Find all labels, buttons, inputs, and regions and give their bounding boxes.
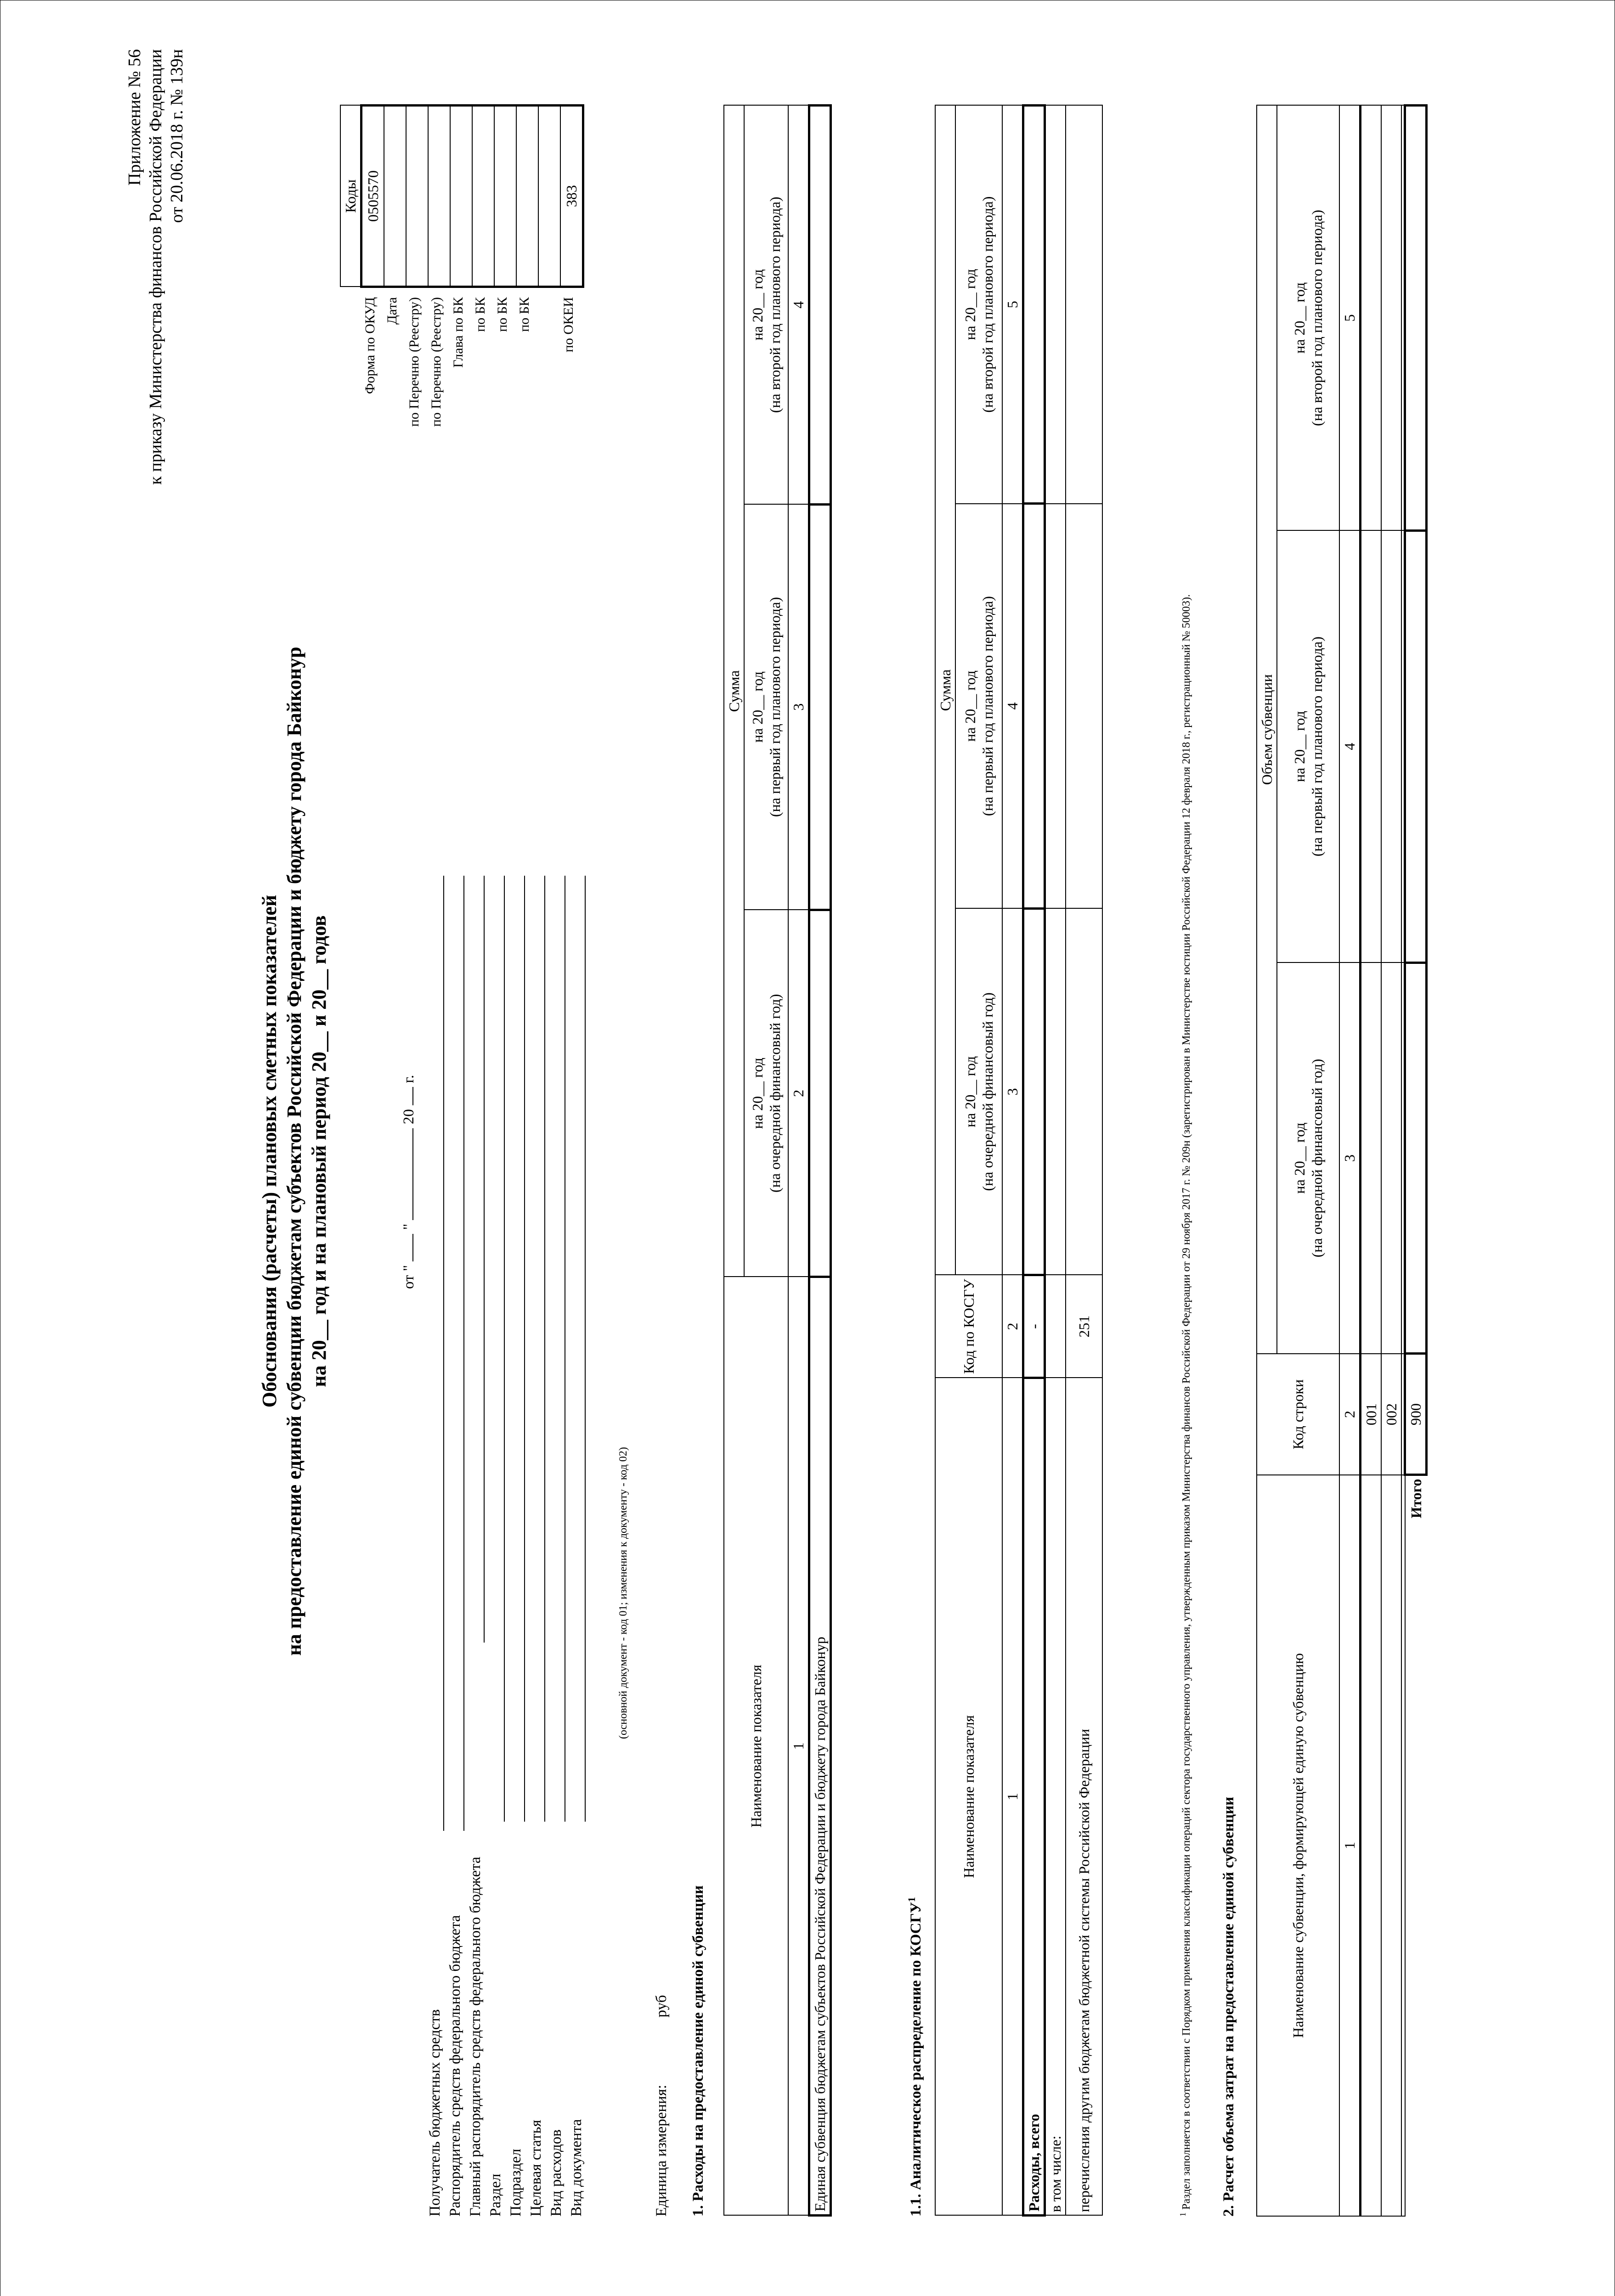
- field-label: Целевая статья: [528, 2120, 544, 2217]
- table-row: [1401, 106, 1405, 2217]
- section2-table: [1256, 104, 1428, 2217]
- column-number: 2: [788, 910, 809, 1277]
- code-value: [494, 106, 516, 287]
- section11-title-sup: 1: [906, 1897, 917, 1902]
- field-label: Получатель бюджетных средств: [427, 2009, 443, 2217]
- year-header: [955, 106, 1002, 504]
- field-label: Вид расходов: [548, 2129, 565, 2217]
- field-input-line[interactable]: [585, 876, 586, 1822]
- year-line-1: на 20__ год: [749, 671, 766, 743]
- s11-row-name: Расходы, всего: [1023, 1378, 1045, 2216]
- year-line-1: на 20__ год: [962, 670, 978, 742]
- year-line-2: (на очередной финансовый год): [979, 992, 996, 1191]
- field-input-line[interactable]: [484, 876, 485, 1643]
- date-suffix: г.: [401, 1075, 417, 1083]
- field-label: Распорядитель средств федерального бюджета: [447, 1915, 463, 2217]
- s2-row-name: [1361, 1475, 1382, 2216]
- section1-table: [723, 104, 832, 2217]
- code-label: Глава по БК: [451, 297, 466, 368]
- table-row: [1361, 106, 1382, 2217]
- title-line-3: на 20__ год и на плановый период 20__ и 20__ годов: [308, 915, 330, 1387]
- appendix-line-2: к приказу Министерства финансов Российской Федерации: [146, 49, 165, 485]
- year-line-2: (на второй год планового периода): [979, 196, 996, 413]
- s2-col-code: Код строки: [1257, 1354, 1339, 1475]
- field-label: Подраздел: [508, 2149, 524, 2217]
- code-label: по БК: [495, 297, 510, 332]
- year-line-1: на 20__ год: [749, 1058, 766, 1129]
- column-number: 2: [1002, 1275, 1023, 1378]
- table-row: [1023, 106, 1045, 2216]
- codes-labels: [359, 297, 580, 481]
- appendix-line-3: от 20.06.2018 г. № 139н: [167, 49, 186, 223]
- column-number: 3: [1002, 908, 1023, 1275]
- s11-col-sum: Сумма: [935, 106, 955, 1275]
- column-number: 3: [1339, 962, 1361, 1354]
- year-line-1: на 20__ год: [962, 269, 978, 340]
- code-label: по Перечню (Реестру): [429, 297, 444, 427]
- code-label: по Перечню (Реестру): [407, 297, 422, 427]
- field-input-line[interactable]: [443, 876, 444, 1831]
- year-header: [1277, 530, 1339, 962]
- field-input-line[interactable]: [544, 876, 545, 1822]
- footnote-sup: 1: [1178, 2212, 1187, 2217]
- unit-value: руб: [653, 1995, 670, 2018]
- title-line-1: Обоснования (расчеты) плановых сметных показателей: [258, 895, 281, 1408]
- year-line-2: (на второй год планового периода): [1309, 209, 1325, 426]
- s11-row-code: -: [1023, 1275, 1045, 1378]
- s2-row-code: 002: [1381, 1354, 1401, 1475]
- s2-row-code: 001: [1361, 1354, 1382, 1475]
- appendix-line-1: Приложение № 56: [125, 49, 144, 186]
- year-header: [744, 910, 788, 1277]
- year-line-1: на 20__ год: [1291, 711, 1308, 782]
- s11-col-code: Код по КОСГУ: [935, 1275, 1002, 1378]
- s11-row-name: перечисления другим бюджетам бюджетной системы Российской Федерации: [1066, 1378, 1102, 2216]
- section11-table: [935, 104, 1103, 2217]
- year-header: [1277, 962, 1339, 1354]
- code-value: [406, 106, 428, 287]
- unit-label: Единица измерения:: [653, 2084, 670, 2217]
- s2-col-name: Наименование субвенции, формирующей единую субвенцию: [1257, 1475, 1339, 2216]
- code-value: [384, 106, 406, 287]
- s2-row-name: [1401, 1475, 1405, 2216]
- code-label: Дата: [384, 297, 400, 325]
- code-value: [472, 106, 494, 287]
- s1-col-name: Наименование показателя: [724, 1277, 788, 2216]
- column-number: 1: [788, 1277, 809, 2216]
- code-label: Форма по ОКУД: [362, 297, 378, 394]
- code-value: [428, 106, 450, 287]
- s11-row-code: 251: [1066, 1275, 1102, 1378]
- fields-block: [425, 1528, 587, 2217]
- column-number: 1: [1002, 1378, 1023, 2216]
- footnote: [1176, 95, 1193, 2217]
- column-number: 2: [1339, 1354, 1361, 1475]
- date-year-prefix: 20: [401, 1109, 417, 1125]
- year-header: [955, 908, 1002, 1275]
- date-line: [400, 1013, 418, 1289]
- s1-row-name: Единая субвенция бюджетам субъектов Российской Федерации и бюджету города Байконур: [809, 1277, 831, 2216]
- column-number: 4: [1339, 530, 1361, 962]
- table-row: [1045, 106, 1066, 2216]
- year-line-1: на 20__ год: [749, 269, 766, 341]
- field-label: Вид документа: [568, 2119, 585, 2217]
- column-number: 4: [788, 106, 809, 505]
- s2-total-label: Итого: [1405, 1475, 1427, 2216]
- codes-header: Коды: [340, 106, 361, 287]
- title-line-2: на предоставление единой субвенции бюджетам субъектов Российской Федерации и бюджету города Байконур: [283, 647, 305, 1656]
- column-number: 5: [1339, 106, 1361, 531]
- doc-type-note: (основной документ - код 01; изменения к документу - код 02): [617, 1447, 629, 1739]
- field-input-line[interactable]: [504, 876, 505, 1822]
- code-label: [536, 297, 558, 481]
- appendix-block: [124, 49, 187, 922]
- date-quote-close: ": [401, 1223, 417, 1230]
- code-label: по ОКЕИ: [561, 297, 576, 353]
- year-header: [1277, 106, 1339, 531]
- year-line-1: на 20__ год: [962, 1056, 978, 1127]
- date-prefix: от ": [401, 1265, 417, 1289]
- s2-col-vol: Объем субвенции: [1257, 106, 1277, 1354]
- section11-title: [903, 1482, 925, 2217]
- year-line-2: (на очередной финансовый год): [767, 994, 783, 1193]
- code-label: по БК: [473, 297, 488, 332]
- s2-row-name: [1381, 1475, 1401, 2216]
- section1-title: 1. Расходы на предоставление единой субвенции: [690, 1885, 706, 2217]
- year-line-1: на 20__ год: [1291, 1122, 1308, 1194]
- year-header: [744, 106, 788, 505]
- year-line-2: (на первый год планового периода): [979, 596, 996, 816]
- s11-row-code: [1045, 1275, 1066, 1378]
- code-value: 383: [560, 106, 583, 287]
- code-value: [450, 106, 472, 287]
- year-line-2: (на первый год планового периода): [1309, 636, 1325, 857]
- column-number: 3: [788, 504, 809, 910]
- codes-table: [340, 104, 584, 288]
- s11-row-name: в том числе:: [1045, 1378, 1066, 2216]
- code-value: 0505570: [361, 106, 384, 287]
- year-line-2: (на очередной финансовый год): [1309, 1058, 1325, 1258]
- field-input-line[interactable]: [524, 876, 525, 1822]
- s2-total-code: 900: [1405, 1354, 1427, 1475]
- column-number: 5: [1002, 106, 1023, 504]
- year-header: [744, 504, 788, 910]
- code-value: [538, 106, 560, 287]
- document-title: [257, 95, 332, 2207]
- unit-line: [652, 1803, 671, 2217]
- s11-col-name: Наименование показателя: [935, 1378, 1002, 2216]
- year-line-1: на 20__ год: [1291, 282, 1308, 354]
- column-number: 4: [1002, 504, 1023, 909]
- year-header: [955, 504, 1002, 909]
- column-number: 1: [1339, 1475, 1361, 2216]
- table-row: [1066, 106, 1102, 2216]
- code-label: по БК: [517, 297, 532, 332]
- table-row: [1381, 106, 1401, 2217]
- s2-row-code: [1401, 1354, 1405, 1475]
- field-input-line[interactable]: [463, 876, 464, 1831]
- section11-title-text: 1.1. Аналитическое распределение по КОСГУ: [908, 1902, 924, 2217]
- year-line-2: (на первый год планового периода): [767, 597, 783, 817]
- footnote-text: Раздел заполняется в соответствии с Порядком применения классификации операций сектора государственного управления, утвержденным приказом Министерства финансов Российской Федерации от 29 ноября 2017 г. № 209н (зарегистрирован в Министерстве юстиции Российской Федерации 12 февраля 2018 г., регистрационный № 50003).: [1180, 594, 1192, 2210]
- year-line-2: (на второй год планового периода): [767, 197, 783, 413]
- section2-title: 2. Расчет объема затрат на предоставление единой субвенции: [1220, 1796, 1237, 2217]
- field-label: Раздел: [487, 2173, 504, 2217]
- field-label: Главный распорядитель средств федерального бюджета: [467, 1857, 484, 2217]
- s1-col-sum: Сумма: [724, 106, 744, 1277]
- code-value: [516, 106, 538, 287]
